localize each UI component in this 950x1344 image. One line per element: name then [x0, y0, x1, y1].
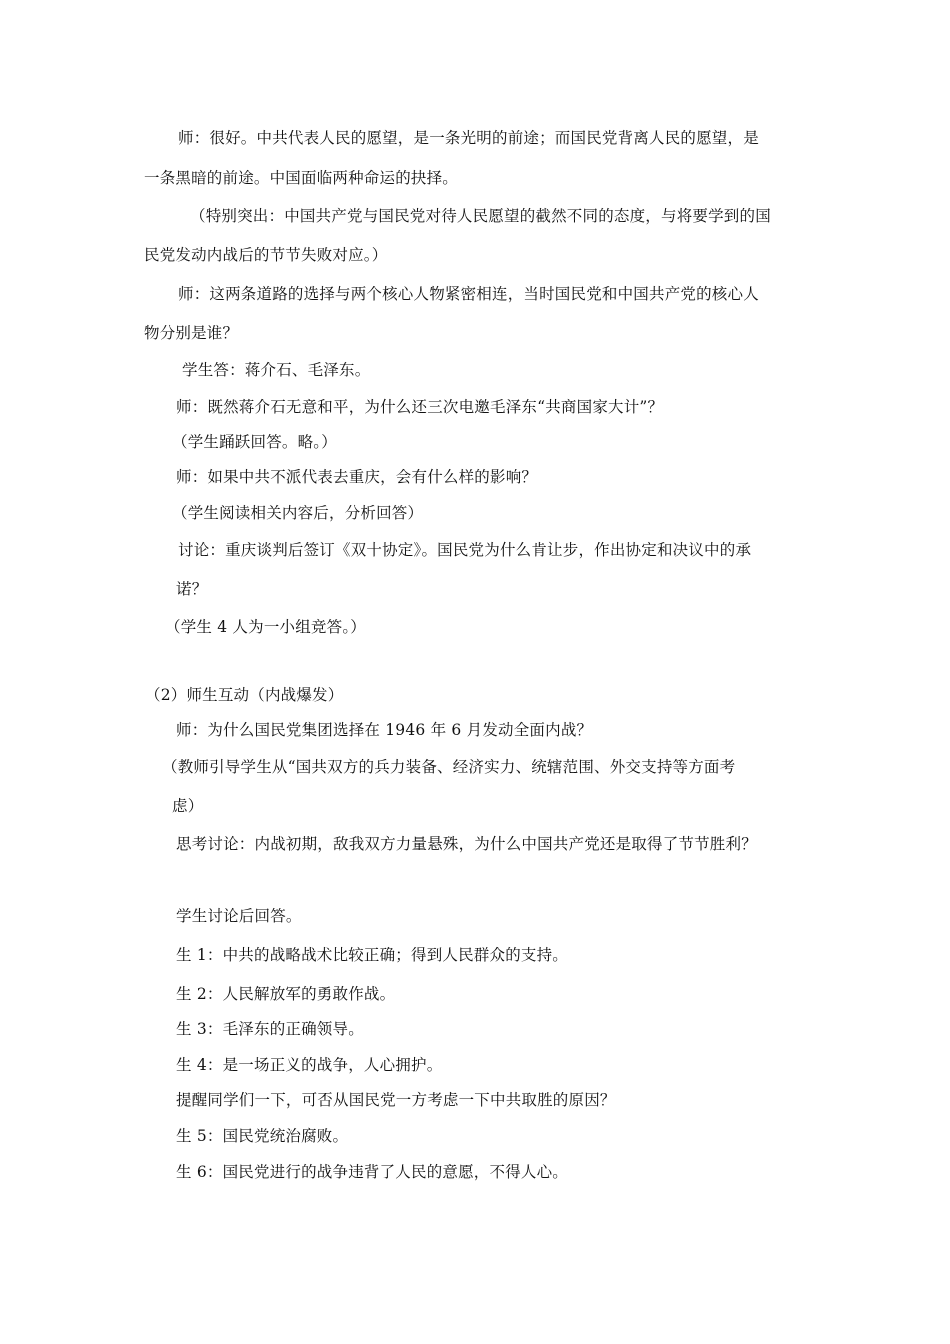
text-line: 生 1：中共的战略战术比较正确；得到人民群众的支持。 [176, 946, 568, 964]
text-line: 师：为什么国民党集团选择在 1946 年 6 月发动全面内战？ [176, 721, 593, 739]
text-line: 生 6：国民党进行的战争违背了人民的意愿，不得人心。 [176, 1163, 568, 1181]
text-line: 生 4：是一场正义的战争，人心拥护。 [176, 1056, 443, 1074]
section-heading: （2）师生互动（内战爆发） [145, 686, 344, 704]
text-line: 讨论：重庆谈判后签订《双十协定》。国民党为什么肯让步，作出协定和决议中的承 [178, 541, 752, 559]
text-line: （教师引导学生从“国共双方的兵力装备、经济实力、统辖范围、外交支持等方面考 [162, 758, 736, 776]
text-line: 民党发动内战后的节节失败对应。） [144, 246, 388, 264]
text-line: 一条黑暗的前途。中国面临两种命运的抉择。 [144, 169, 459, 187]
text-line: 生 2：人民解放军的勇敢作战。 [176, 985, 396, 1003]
text-line: 诺？ [176, 580, 208, 598]
text-line: 生 3：毛泽东的正确领导。 [176, 1020, 364, 1038]
text-line: 学生讨论后回答。 [176, 907, 302, 925]
text-line: 师：这两条道路的选择与两个核心人物紧密相连，当时国民党和中国共产党的核心人 [178, 285, 759, 303]
text-line: 师：如果中共不派代表去重庆，会有什么样的影响？ [176, 468, 538, 486]
text-line: （学生踊跃回答。略。） [172, 433, 337, 451]
text-line: 提醒同学们一下，可否从国民党一方考虑一下中共取胜的原因？ [176, 1091, 616, 1109]
text-line: （特别突出：中国共产党与国民党对待人民愿望的截然不同的态度，与将要学到的国 [190, 207, 771, 225]
text-line: 思考讨论：内战初期，敌我双方力量悬殊，为什么中国共产党还是取得了节节胜利？ [176, 835, 757, 853]
text-line: （学生阅读相关内容后，分析回答） [172, 504, 424, 522]
text-line: 师：既然蒋介石无意和平，为什么还三次电邀毛泽东“共商国家大计”？ [176, 398, 664, 416]
text-line: （学生 4 人为一小组竞答。） [165, 618, 366, 636]
text-line: 物分别是谁？ [144, 324, 239, 342]
text-line: 生 5：国民党统治腐败。 [176, 1127, 349, 1145]
text-line: 学生答：蒋介石、毛泽东。 [182, 361, 371, 379]
text-line: 虑） [172, 797, 204, 815]
text-line: 师：很好。中共代表人民的愿望，是一条光明的前途；而国民党背离人民的愿望，是 [178, 129, 759, 147]
